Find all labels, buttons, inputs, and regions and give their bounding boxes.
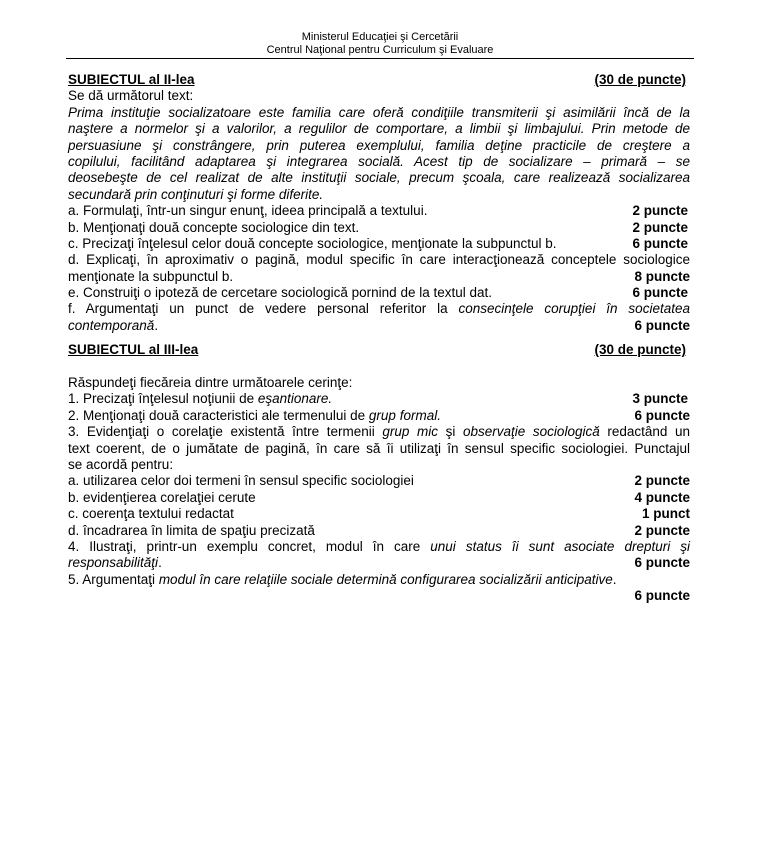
section-2-heading (68, 72, 690, 88)
question-1-prefix: 1. Precizaţi înţelesul noţiunii de (68, 391, 258, 407)
question-3-line2: text coerent, de o jumătate de pagină, în care să îi utilizaţi în sensul specific sociologiei. Punctajul (68, 440, 690, 456)
header-ministry: Ministerul Educaţiei şi Cercetării (301, 31, 459, 43)
item-e-points: 6 puncte (632, 285, 688, 301)
question-1-points: 3 puncte (632, 391, 688, 407)
item-f-points: 6 puncte (634, 317, 690, 333)
question-5 (68, 572, 690, 588)
question-5-suffix: . (612, 571, 617, 587)
item-a-text: a. Formulaţi, într-un singur enunţ, ideea principală a textului. (68, 203, 428, 219)
item-f-italic: consecinţele corupţiei în societatea (458, 301, 690, 317)
section-2-points: (30 de puncte) (594, 72, 686, 87)
passage-line: secundară prin conţinuturi şi forme diferite. (68, 186, 324, 202)
question-4-points: 6 puncte (634, 555, 690, 571)
section-3-title: SUBIECTUL al III-lea (68, 342, 199, 358)
item-b-text: b. Menţionaţi două concepte sociologice din text. (68, 219, 360, 235)
question-1-italic: eşantionare. (257, 391, 333, 407)
passage-line: copilului, facilitând adaptarea şi integrarea socială. Acest tip de socializare – primară – se (68, 153, 690, 169)
question-4 (68, 555, 690, 571)
item-d-line2: menţionate la subpunctul b. (68, 268, 234, 284)
criterion-b-points: 4 puncte (634, 489, 690, 505)
item-d-points: 8 puncte (634, 268, 690, 284)
criterion-d (68, 523, 690, 539)
question-3-line1 (68, 424, 690, 440)
question-3-text-c: şi (438, 424, 464, 440)
item-c (68, 236, 690, 252)
criterion-a-points: 2 puncte (634, 473, 690, 489)
item-a-points: 2 puncte (632, 203, 688, 219)
question-4-italic-2: responsabilităţi (68, 555, 159, 571)
item-f-prefix: f. Argumentaţi un punct de vedere personal referitor la (68, 301, 459, 317)
section-2-intro: Se dă următorul text: (68, 88, 194, 104)
passage-line: naştere a normelor şi a valorilor, a regulilor de comportare, a limbii şi limbajului. Prin metode de (68, 121, 690, 137)
question-4-prefix: 4. Ilustraţi, printr-un exemplu concret, modul în care (68, 538, 431, 554)
question-4-suffix: . (158, 555, 162, 571)
item-e-text: e. Construiţi o ipoteză de cercetare sociologică pornind de la textul dat. (68, 285, 492, 301)
criterion-b-text: b. evidenţierea corelaţiei cerute (68, 489, 256, 505)
item-f-suffix: . (154, 317, 159, 333)
question-5-points-row (68, 588, 690, 604)
criterion-c-text: c. coerenţa textului redactat (68, 506, 234, 522)
item-e (68, 285, 690, 301)
passage-line: Prima instituţie socializatoare este familia care oferă condiţiile transmiterii şi asimilării încă de la (68, 104, 690, 120)
section-2-title: SUBIECTUL al II-lea (68, 72, 195, 87)
passage-line: deosebeşte de cel realizat de alte instituţii sociale, precum şcoala, care realizează socializarea (68, 170, 690, 186)
question-5-prefix: 5. Argumentaţi (68, 571, 159, 587)
criterion-a-text: a. utilizarea celor doi termeni în sensul specific sociologiei (68, 473, 414, 489)
criterion-d-text: d. încadrarea în limita de spaţiu precizată (68, 522, 315, 538)
question-2-points: 6 puncte (634, 407, 690, 423)
item-a (68, 203, 690, 219)
item-f-line1 (68, 301, 690, 317)
question-2-italic: grup formal. (368, 407, 441, 423)
criterion-c-points: 1 punct (641, 506, 690, 522)
question-3-text-a: 3. Evidenţiaţi o corelaţie existentă între termenii (68, 424, 383, 440)
item-b (68, 220, 690, 236)
item-c-points: 6 puncte (632, 235, 688, 251)
section-3-points: (30 de puncte) (594, 342, 686, 358)
question-5-italic: modul în care relaţiile sociale determină configurarea socializării anticipative (158, 571, 613, 587)
question-3-text-e: redactând un (599, 424, 690, 440)
header-divider (66, 58, 694, 59)
criterion-c (68, 506, 690, 522)
item-d (68, 269, 690, 285)
criterion-a (68, 473, 690, 489)
item-f-italic-2: contemporană (68, 317, 155, 333)
item-f (68, 318, 690, 334)
question-4-italic: unui status îi sunt asociate drepturi şi (430, 538, 690, 554)
question-4-line1 (68, 539, 690, 555)
exam-content (68, 72, 690, 605)
question-1 (68, 391, 690, 407)
section-3-heading (68, 342, 690, 358)
criterion-b (68, 490, 690, 506)
question-3-term-2: observaţie sociologică (463, 424, 600, 440)
question-2-prefix: 2. Menţionaţi două caracteristici ale termenului de (68, 407, 369, 423)
passage-line: persuasiune şi constrângere, prin puterea exemplului, familia deţine practicile de creştere a (68, 137, 690, 153)
section-3-intro: Răspundeţi fiecăreia dintre următoarele cerinţe: (68, 375, 353, 391)
item-d-line1: d. Explicaţi, în aproximativ o pagină, modul specific în care interacţionează conceptele sociologice (68, 252, 690, 268)
question-3-term-1: grup mic (382, 424, 439, 440)
question-2 (68, 408, 690, 424)
criterion-d-points: 2 puncte (634, 522, 690, 538)
item-b-points: 2 puncte (632, 219, 688, 235)
header-center: Centrul Naţional pentru Curriculum şi Evaluare (266, 44, 494, 56)
question-5-points: 6 puncte (634, 588, 690, 604)
question-3-line3: se acordă pentru: (68, 456, 174, 472)
item-c-text: c. Precizaţi înţelesul celor două concepte sociologice, menţionate la subpunctul b. (68, 235, 557, 251)
